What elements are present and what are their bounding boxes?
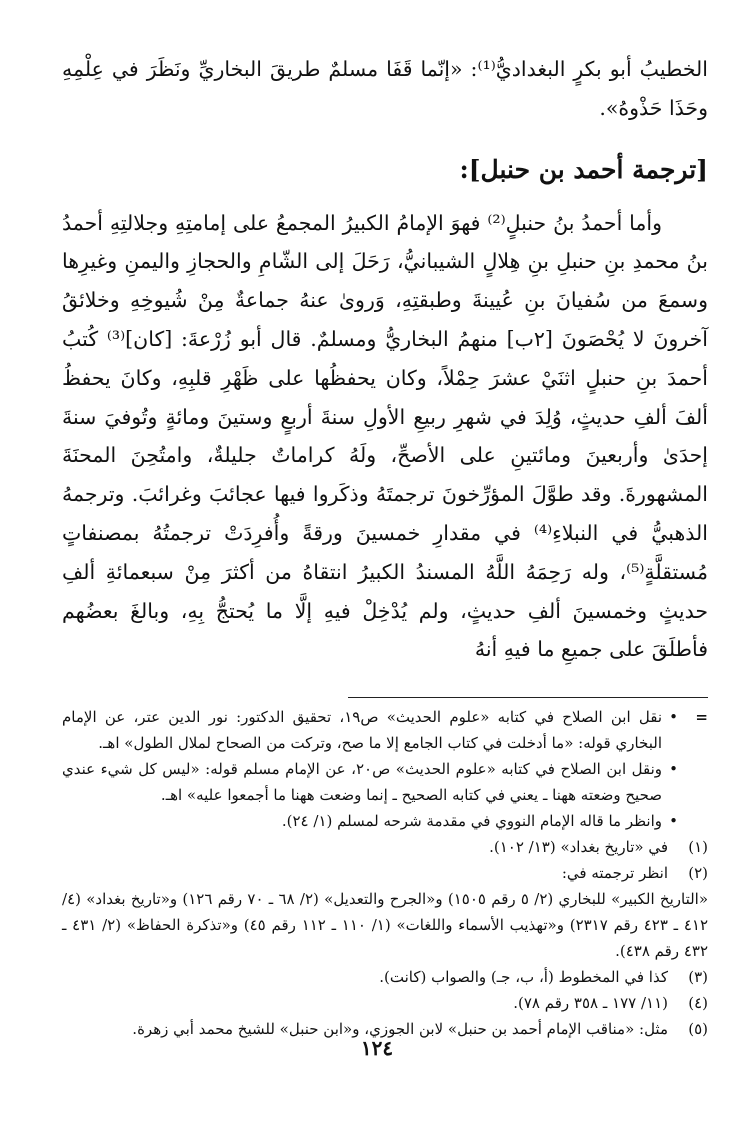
footnote-number: (١) — [688, 838, 708, 857]
footnote-bullet — [62, 704, 678, 756]
footnote-number: (٤) — [688, 994, 708, 1013]
footnote-3 — [62, 964, 708, 990]
paragraph-ahmad-ibn-hanbal: وأما أحمدُ بنُ حنبلٍ⁽²⁾ فهوَ الإمامُ الكبيرُ المجمعُ على إمامتِهِ وجلالتِهِ أحمدُ بنُ محمدِ بنِ حنبلِ بنِ هِلالٍ الشيبانيُّ، رَحَلَ إلى الشّامِ والحجازِ واليمنِ وغيرِها وسمعَ من سُفيانَ بنِ عُيينةَ وطبقتِهِ، وَروىٰ عنهُ جماعةٌ مِنْ شُيوخِهِ وخلائقُ آخرونَ لا يُحْصَونَ [٢ب] منهمُ البخاريُّ ومسلمٌ. قال أبو زُرْعةَ: [كان]⁽³⁾ كُتبُ أحمدَ بنِ حنبلٍ اثنَيْ عشرَ حِمْلاً، وكان يحفظُها على ظَهْرِ قلبِهِ، وكانَ يحفظُ ألفَ ألفِ حديثٍ، وُلِدَ في شهرِ ربيعِ الأولِ سنةَ أربعٍ وستينَ ومائةٍ وتُوفيَ سنةَ إحدَىٰ وأربعينَ ومائتينِ على الأصحِّ، ولَهُ كراماتٌ جليلةٌ، وامتُحِنَ المحنَةَ المشهورةَ. وقد طوَّلَ المؤرِّخونَ ترجمتَهُ وذكَروا فيها عجائبَ وغرائبَ. وترجمهُ الذهبيُّ في النبلاءِ⁽⁴⁾ في مقدارِ خمسينَ ورقةً وأُفرِدَتْ ترجمتُهُ بمصنفاتٍ مُستقلَّةٍ⁽⁵⁾، وله رَحِمَهُ اللَّهُ المسندُ الكبيرُ انتقاهُ من أكثرَ مِنْ سبعمائةِ ألفِ حديثٍ وخمسينَ ألفِ حديثٍ، ولم يُدْخِلْ فيهِ إلَّا ما يُحتجُّ بِهِ، وبالغَ بعضُهم فأطلَقَ على جميعِ ما فيهِ أنهُ — [62, 210, 708, 662]
footnote-separator — [348, 697, 708, 698]
footnote-text: مثل: «مناقب الإمام أحمد بن حنبل» لابن الجوزي، و«ابن حنبل» للشيخ محمد أبي زهرة. — [132, 1020, 668, 1039]
footnote-4 — [62, 990, 708, 1016]
bullet-dot: • — [669, 708, 678, 727]
footnote-2-detail: «التاريخ الكبير» للبخاري (٢/ ٥ رقم ١٥٠٥) و«الجرح والتعديل» (٢/ ٦٨ ـ ٧٠ رقم ١٢٦) و«تاريخ بغداد» (٤/ ٤١٢ ـ ٤٢٣ رقم ٢٣١٧) و«تهذيب الأسماء واللغات» (١/ ١١٠ ـ ١١٢ رقم ٤٥) و«تذكرة الحفاظ» (٢/ ٤٣١ ـ ٤٣٢ رقم ٤٣٨). — [62, 890, 709, 961]
footnote-bullet — [62, 756, 678, 808]
bullet-dot: • — [669, 760, 678, 779]
footnote-text: كذا في المخطوط (أ، ب، جـ) والصواب (كانت). — [379, 968, 668, 987]
footnote-continuation — [62, 704, 708, 756]
bullet-text: نقل ابن الصلاح في كتابه «علوم الحديث» ص١٩، تحقيق الدكتور: نور الدين عتر، عن الإمام البخاري قوله: «ما أدخلت في كتاب الجامع إلا ما صح، وتركت من الصحاح لملال الطول» اهـ. — [62, 708, 662, 753]
footnote-1 — [62, 834, 708, 860]
page-number: ١٢٤ — [360, 1036, 394, 1060]
bullet-text: وانظر ما قاله الإمام النووي في مقدمة شرحه لمسلم (١/ ٢٤). — [281, 812, 662, 831]
footnote-text: (١١/ ١٧٧ ـ ٣٥٨ رقم ٧٨). — [513, 994, 668, 1013]
footnote-number: (٢) — [688, 864, 708, 883]
footnote-number: (٥) — [688, 1020, 708, 1039]
page-body — [62, 50, 708, 1042]
paragraph-continuation: الخطيبُ أبو بكرٍ البغداديُّ⁽¹⁾: «إنّما قَفَا مسلمٌ طريقَ البخاريِّ ونَظَرَ في عِلْمِهِ وحَذَا حَذْوهُ». — [62, 57, 708, 120]
footnote-text: انظر ترجمته في: — [561, 864, 668, 883]
continuation-mark: = — [695, 708, 708, 727]
bullet-dot: • — [669, 812, 678, 831]
bullet-text: ونقل ابن الصلاح في كتابه «علوم الحديث» ص٢٠، عن الإمام مسلم قوله: «ليس كل شيء عندي صحيح وضعته ههنا ـ يعني في كتابه الصحيح ـ إنما وضعت ههنا ما أجمعوا عليه» اهـ. — [62, 760, 662, 805]
section-heading: [ترجمة أحمد بن حنبل]: — [459, 154, 708, 184]
footnote-bullet — [62, 808, 678, 834]
footnotes — [62, 704, 708, 1042]
footnote-number: (٣) — [688, 968, 708, 987]
main-text — [62, 50, 708, 669]
footnote-2 — [62, 860, 708, 886]
footnote-text: في «تاريخ بغداد» (١٣/ ١٠٢). — [489, 838, 668, 857]
